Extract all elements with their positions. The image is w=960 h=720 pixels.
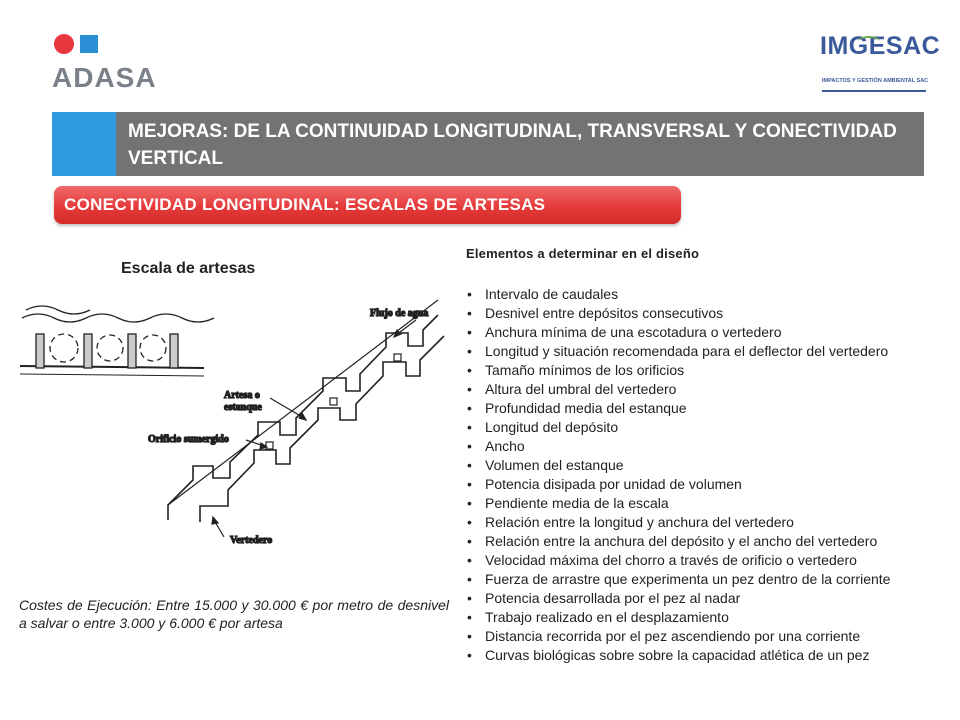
- list-item-text: Distancia recorrida por el pez ascendiendo por una corriente: [485, 628, 861, 644]
- imgesac-logo-underline: [822, 90, 926, 92]
- list-item: [466, 304, 960, 323]
- list-item: [466, 608, 960, 627]
- list-item-text: Ancho: [485, 438, 525, 454]
- bullet-icon: •: [467, 324, 472, 340]
- label-orifice: Orificio sumergido: [148, 434, 229, 445]
- list-item: [466, 570, 960, 589]
- bullet-icon: •: [467, 647, 472, 663]
- imgesac-logo: [818, 28, 941, 98]
- list-item-text: Anchura mínima de una escotadura o vertedero: [485, 324, 782, 340]
- fish-ladder-diagram: [18, 290, 450, 565]
- list-item: [466, 285, 960, 304]
- list-item: [466, 513, 960, 532]
- plan-baffle-2: [84, 334, 92, 368]
- list-item: [466, 380, 960, 399]
- list-item: [466, 646, 960, 665]
- list-item: [466, 532, 960, 551]
- arrowhead-flow: [394, 330, 401, 337]
- list-item-text: Curvas biológicas sobre sobre la capacidad atlética de un pez: [485, 647, 870, 663]
- section-subtitle: CONECTIVIDAD LONGITUDINAL: ESCALAS DE ARTESAS: [64, 195, 546, 214]
- list-item-text: Longitud del depósito: [485, 419, 619, 435]
- bullet-icon: •: [467, 495, 472, 511]
- adasa-logo-text: ADASA: [52, 62, 157, 93]
- list-item: [466, 418, 960, 437]
- bullet-icon: •: [467, 533, 472, 549]
- list-item: [466, 399, 960, 418]
- adasa-logo-square: [80, 35, 98, 53]
- adasa-logo-dot: [54, 34, 74, 54]
- bullet-icon: •: [467, 552, 472, 568]
- plan-floor-line-2: [20, 374, 204, 376]
- label-pool-2: estanque: [224, 402, 262, 413]
- eddy-2: [97, 335, 123, 361]
- costs-note: Costes de Ejecución: Entre 15.000 y 30.000 € por metro de desnivel a salvar o entre 3.000 y 6.000 € por artesa: [19, 597, 449, 631]
- label-pool-1: Artesa o: [224, 390, 260, 401]
- list-item-text: Longitud y situación recomendada para el deflector del vertedero: [485, 343, 889, 359]
- imgesac-logo-tagline: IMPACTOS Y GESTIÓN AMBIENTAL SAC: [822, 78, 929, 84]
- title-accent-block: [52, 112, 116, 176]
- list-item-text: Relación entre la anchura del depósito y el ancho del vertedero: [485, 533, 878, 549]
- plan-view-sketch: [20, 306, 214, 376]
- orifice-2: [330, 398, 337, 405]
- figure-title: Escala de artesas: [121, 260, 256, 277]
- orifice-3: [394, 354, 401, 361]
- eddy-1: [50, 334, 78, 362]
- list-item-text: Pendiente media de la escala: [485, 495, 669, 511]
- bullet-icon: •: [467, 571, 472, 587]
- bullet-icon: •: [467, 286, 472, 302]
- bullet-icon: •: [467, 628, 472, 644]
- list-item: [466, 551, 960, 570]
- list-item-text: Profundidad media del estanque: [485, 400, 687, 416]
- list-item-text: Relación entre la longitud y anchura del vertedero: [485, 514, 794, 530]
- list-item-text: Fuerza de arrastre que experimenta un pez dentro de la corriente: [485, 571, 891, 587]
- section-subtitle-pill: [54, 186, 681, 224]
- bullet-icon: •: [467, 362, 472, 378]
- list-item-text: Altura del umbral del vertedero: [485, 381, 677, 397]
- bullet-icon: •: [467, 419, 472, 435]
- list-item: [466, 475, 960, 494]
- list-item-text: Desnivel entre depósitos consecutivos: [485, 305, 724, 321]
- bullet-icon: •: [467, 514, 472, 530]
- list-item-text: Intervalo de caudales: [485, 286, 619, 302]
- list-item-text: Velocidad máxima del chorro a través de orificio o vertedero: [485, 552, 857, 568]
- bullet-icon: •: [467, 305, 472, 321]
- plan-baffle-4: [170, 334, 178, 368]
- design-elements-title: Elementos a determinar en el diseño: [466, 246, 700, 261]
- surface-wave-top-2: [26, 306, 90, 314]
- surface-wave-top: [22, 314, 214, 322]
- bullet-icon: •: [467, 438, 472, 454]
- adasa-logo: [52, 32, 182, 94]
- list-item: [466, 627, 960, 646]
- orifice-1: [266, 442, 273, 449]
- ladder-lower-profile: [200, 336, 444, 522]
- list-item-text: Tamaño mínimos de los orificios: [485, 362, 685, 378]
- bullet-icon: •: [467, 476, 472, 492]
- list-item: [466, 589, 960, 608]
- bullet-icon: •: [467, 400, 472, 416]
- imgesac-logo-text: IMGESAC: [820, 32, 941, 60]
- bullet-icon: •: [467, 609, 472, 625]
- bullet-icon: •: [467, 381, 472, 397]
- label-flow: Flujo de agua: [370, 308, 429, 319]
- plan-baffle-1: [36, 334, 44, 368]
- eddy-3: [140, 335, 166, 361]
- list-item: [466, 437, 960, 456]
- list-item-text: Potencia disipada por unidad de volumen: [485, 476, 742, 492]
- label-weir: Vertedero: [230, 535, 273, 546]
- slide-title: MEJORAS: DE LA CONTINUIDAD LONGITUDINAL, TRANSVERSAL Y CONECTIVIDAD VERTICAL: [128, 121, 897, 169]
- list-item-text: Volumen del estanque: [485, 457, 624, 473]
- list-item: [466, 323, 960, 342]
- list-item-text: Trabajo realizado en el desplazamiento: [485, 609, 729, 625]
- imgesac-logo-swoosh: [858, 36, 880, 46]
- plan-baffle-3: [128, 334, 136, 368]
- list-item: [466, 361, 960, 380]
- slide-title-band: [52, 112, 924, 176]
- bullet-icon: •: [467, 590, 472, 606]
- list-item: [466, 342, 960, 361]
- list-item-text: Potencia desarrollada por el pez al nadar: [485, 590, 741, 606]
- list-item: [466, 494, 960, 513]
- bullet-icon: •: [467, 457, 472, 473]
- stepped-pools-sketch: [168, 300, 444, 522]
- list-item: [466, 456, 960, 475]
- bullet-icon: •: [467, 343, 472, 359]
- arrowhead-weir: [212, 517, 218, 524]
- design-elements-list: [466, 285, 960, 665]
